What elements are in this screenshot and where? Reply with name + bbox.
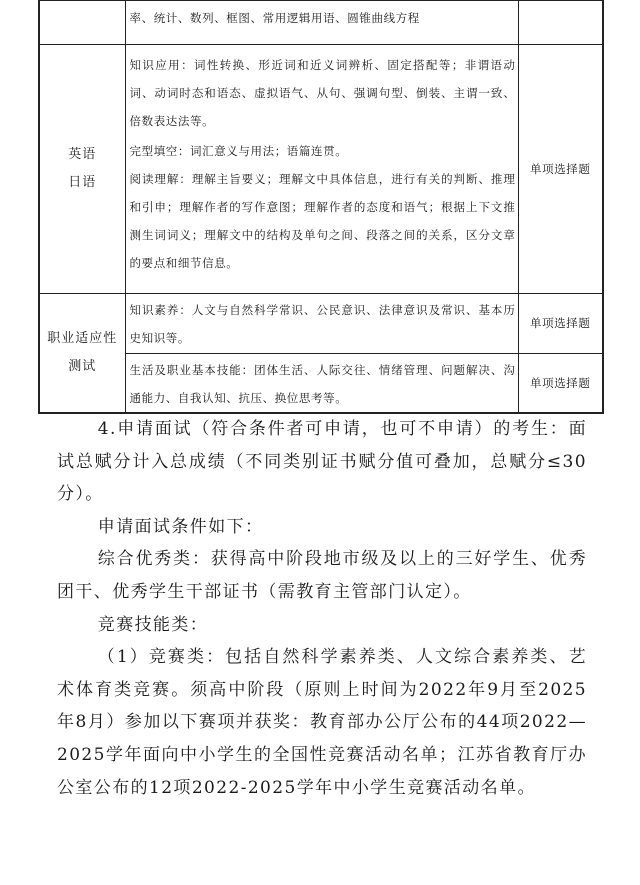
paragraph-comprehensive-excellence: 综合优秀类：获得高中阶段地市级及以上的三好学生、优秀团干、优秀学生干部证书（需教育主管部门认定）。 <box>57 549 587 602</box>
document-body <box>57 413 587 804</box>
content-cell <box>125 135 518 293</box>
paragraph-interview-conditions: 申请面试条件如下： <box>97 516 264 537</box>
subject-name: 职业适应性 <box>47 330 118 346</box>
content-text: 生活及职业基本技能：团体生活、人际交往、情绪管理、问题解决、沟通能力、自我认知、抗压、换位思考等。 <box>129 362 516 405</box>
subject-name: 日语 <box>68 174 97 190</box>
exam-content-table <box>38 0 604 414</box>
content-cell <box>125 293 518 353</box>
content-cell <box>125 45 518 136</box>
content-text: 知识素养：人文与自然科学常识、公民意识、法律意识及常识、基本历史知识等。 <box>129 302 516 345</box>
content-text: 率、统计、数列、框图、常用逻辑用语、圆锥曲线方程 <box>129 11 420 25</box>
question-type-cell: 单项选择题 <box>518 45 603 294</box>
table-row <box>39 1 603 45</box>
subject-cell-vocational-aptitude <box>39 293 125 413</box>
subject-cell-english-japanese <box>39 45 125 294</box>
question-type-cell <box>518 1 603 45</box>
content-cell <box>125 353 518 413</box>
table-row <box>39 45 603 136</box>
question-type-cell: 单项选择题 <box>518 293 603 353</box>
question-type-cell: 单项选择题 <box>518 353 603 413</box>
content-text: 知识应用：词性转换、形近词和近义词辨析、固定搭配等；非谓语动词、动词时态和语态、虚拟语气、从句、强调句型、倒装、主谓一致、倍数表达法等。 <box>129 58 516 128</box>
paragraph-competition-skills: 竞赛技能类： <box>97 614 209 635</box>
content-cell <box>125 1 518 45</box>
paragraph-interview-application: 4.申请面试（符合条件者可申请，也可不申请）的考生：面试总赋分计入总成绩（不同类别证书赋分值可叠加，总赋分≤30分）。 <box>57 419 587 505</box>
content-text: 完型填空：词汇意义与用法；语篇连贯。 <box>129 144 348 158</box>
subject-cell <box>39 1 125 45</box>
subject-name: 英语 <box>68 146 97 162</box>
table-row <box>39 293 603 353</box>
subject-name: 测试 <box>68 358 97 374</box>
content-text: 阅读理解：理解主旨要义；理解文中具体信息，进行有关的判断、推理和引申；理解作者的写作意图；理解作者的态度和语气；根据上下文推测生词词义；理解文中的结构及单句之间、段落之间的关系，区分文章的要点和细节信息。 <box>129 172 516 270</box>
paragraph-competition-category: （1）竞赛类：包括自然科学素养类、人文综合素养类、艺术体育类竞赛。须高中阶段（原则上时间为2022年9月至2025年8月）参加以下赛项并获奖：教育部办公厅公布的44项2022—2025学年面向中小学生的全国性竞赛活动名单；江苏省教育厅办公室公布的12项2022-2025学年中小学生竞赛活动名单。 <box>57 647 587 798</box>
